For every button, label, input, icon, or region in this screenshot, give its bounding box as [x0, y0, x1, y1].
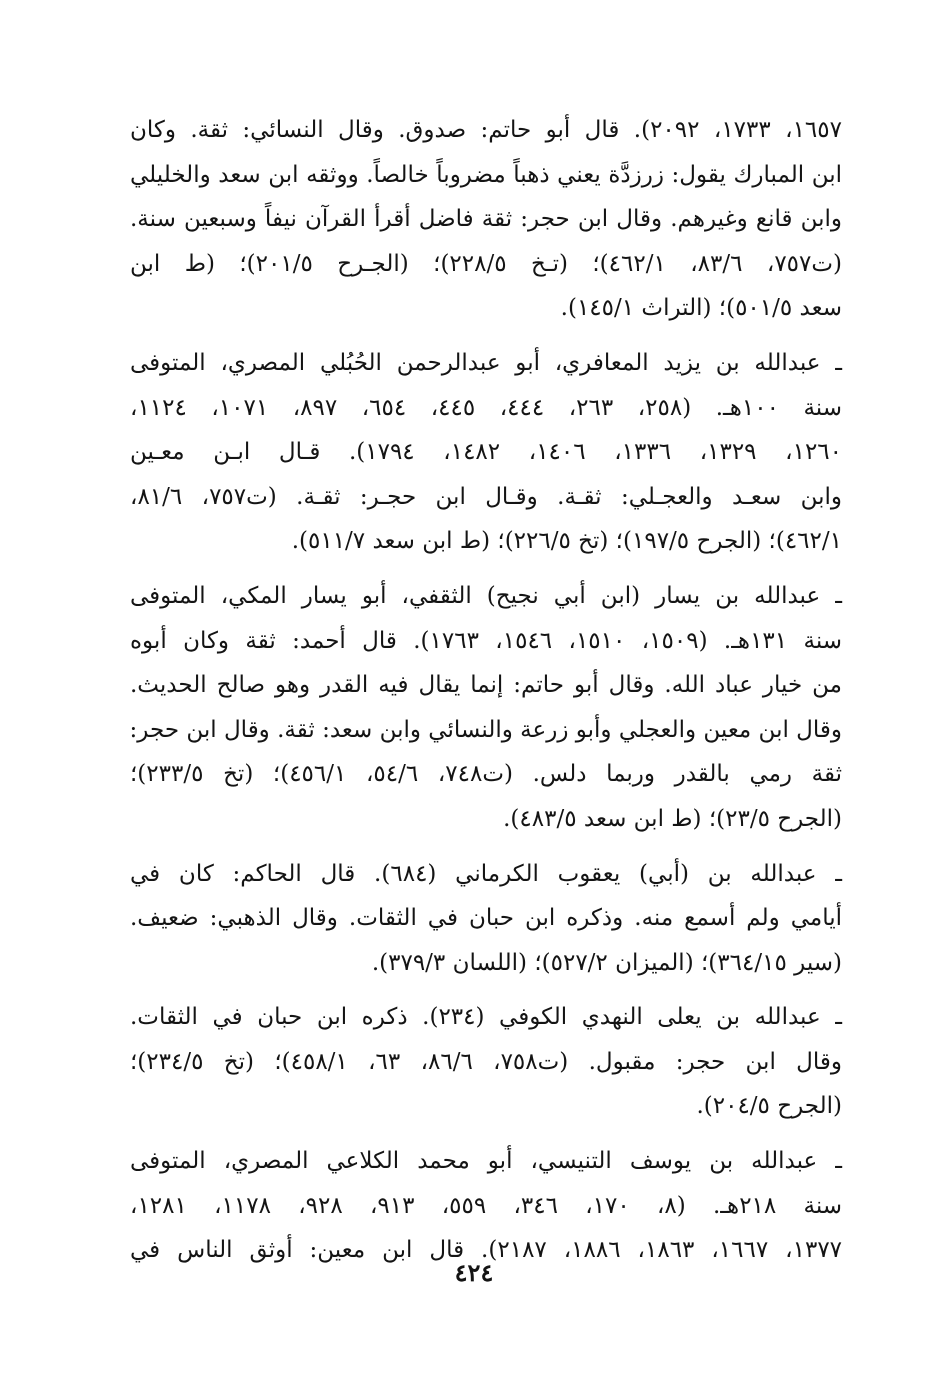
text-line: من خيار عباد الله. وقال أبو حاتم: إنما يقال فيه القدر وهو صالح الحديث.	[130, 672, 842, 699]
text-line: ١٦٥٧، ١٧٣٣، ٢٠٩٢). قال أبو حاتم: صدوق. وقال النسائي: ثقة. وكان	[130, 117, 842, 143]
text-line: ١٢٦٠، ١٣٢٩، ١٣٣٦، ١٤٠٦، ١٤٨٢، ١٧٩٤). قـال ابـن معـين	[130, 439, 843, 466]
text-line: ثقة رمي بالقدر وربما دلس. (ت٧٤٨، ٥٤/٦، ٤٥٦/١)؛ (تخ ٢٣٣/٥)؛	[130, 761, 843, 788]
entry-abdullah-ibn-yusuf	[130, 1139, 842, 1273]
text-line: ـ عبدالله بن يزيد المعافري، أبو عبدالرحمن الحُبُلي المصري، المتوفى	[130, 349, 842, 376]
text-line: سعد ٥٠١/٥)؛ (التراث ١٤٥/١).	[560, 295, 842, 322]
entry-abdullah-ibn-yazid	[130, 341, 842, 564]
text-line: وابن سعـد والعجـلي: ثقـة. وقـال ابن حجـر: ثقـة. (ت٧٥٧، ٨١/٦،	[130, 483, 843, 510]
text-line: وابن قانع وغيرهم. وقال ابن حجر: ثقة فاضل أقرأ القرآن نيفاً وسبعين سنة.	[130, 206, 842, 233]
text-line: ـ عبدالله بن يسار (ابن أبي نجيح) الثقفي، أبو يسار المكي، المتوفى	[130, 582, 842, 609]
text-line: (ت٧٥٧، ٨٣/٦، ٤٦٢/١)؛ (تـخ ٢٢٨/٥)؛ (الجـرح ٢٠١/٥)؛ (ط ابن	[130, 250, 843, 277]
text-line: ٤٦٢/١)؛ (الجرح ١٩٧/٥)؛ (تخ ٢٢٦/٥)؛ (ط ابن سعد ٥١١/٧).	[291, 528, 842, 555]
page-number: ٤٢٤	[454, 1258, 494, 1287]
text-line: وقال ابن معين والعجلي وأبو زرعة والنسائي وابن سعد: ثقة. وقال ابن حجر:	[129, 716, 842, 743]
text-line: (الجرح ٢٣/٥)؛ (ط ابن سعد ٤٨٣/٥).	[503, 805, 842, 832]
entry-abdullah-ibn-yala	[130, 995, 842, 1129]
text-line: ـ عبدالله بن يعلى النهدي الكوفي (٢٣٤). ذكره ابن حبان في الثقات.	[130, 1004, 842, 1031]
text-line: وقال ابن حجر: مقبول. (ت٧٥٨، ٨٦/٦، ٦٣، ٤٥٨/١)؛ (تخ ٢٣٤/٥)؛	[130, 1048, 842, 1075]
text-line: سنة ١٠٠هـ. (٢٥٨، ٢٦٣، ٤٤٤، ٤٤٥، ٦٥٤، ٨٩٧، ١٠٧١، ١١٢٤،	[130, 394, 843, 421]
text-line: ـ عبدالله بن يوسف التنيسي، أبو محمد الكلاعي المصري، المتوفى	[130, 1148, 842, 1175]
entry-abdullah-ibn-abi-yaqub	[130, 852, 842, 986]
text-line: سنة ١٣١هـ. (١٥٠٩، ١٥١٠، ١٥٤٦، ١٧٦٣). قال أحمد: ثقة وكان أبوه	[130, 627, 843, 654]
text-line: ـ عبدالله بن (أبي) يعقوب الكرماني (٦٨٤). قال الحاكم: كان في	[130, 860, 842, 887]
text-line: (سير ٣٦٤/١٥)؛ (الميزان ٥٢٧/٢)؛ (اللسان ٣٧٩/٣).	[371, 949, 842, 976]
text-line: أيامي ولم أسمع منه. وذكره ابن حبان في الثقات. وقال الذهبي: ضعيف.	[130, 905, 842, 932]
entry-abdullah-ibn-yasar	[130, 574, 842, 842]
text-line: سنة ٢١٨هـ. (٨، ١٧٠، ٣٤٦، ٥٥٩، ٩١٣، ٩٢٨، ١١٧٨، ١٢٨١،	[130, 1192, 843, 1219]
text-line: (الجرح ٢٠٤/٥).	[696, 1093, 842, 1120]
page-body	[130, 108, 842, 1283]
text-line: ١٣٧٧، ١٦٦٧، ١٨٦٣، ١٨٨٦، ٢١٨٧). قال ابن معين: أوثق الناس في	[130, 1237, 843, 1264]
text-line: ابن المبارك يقول: زرزدَّة يعني ذهباً مضروباً خالصاً. ووثقه ابن سعد والخليلي	[130, 161, 842, 188]
entry-continuation	[130, 108, 842, 331]
